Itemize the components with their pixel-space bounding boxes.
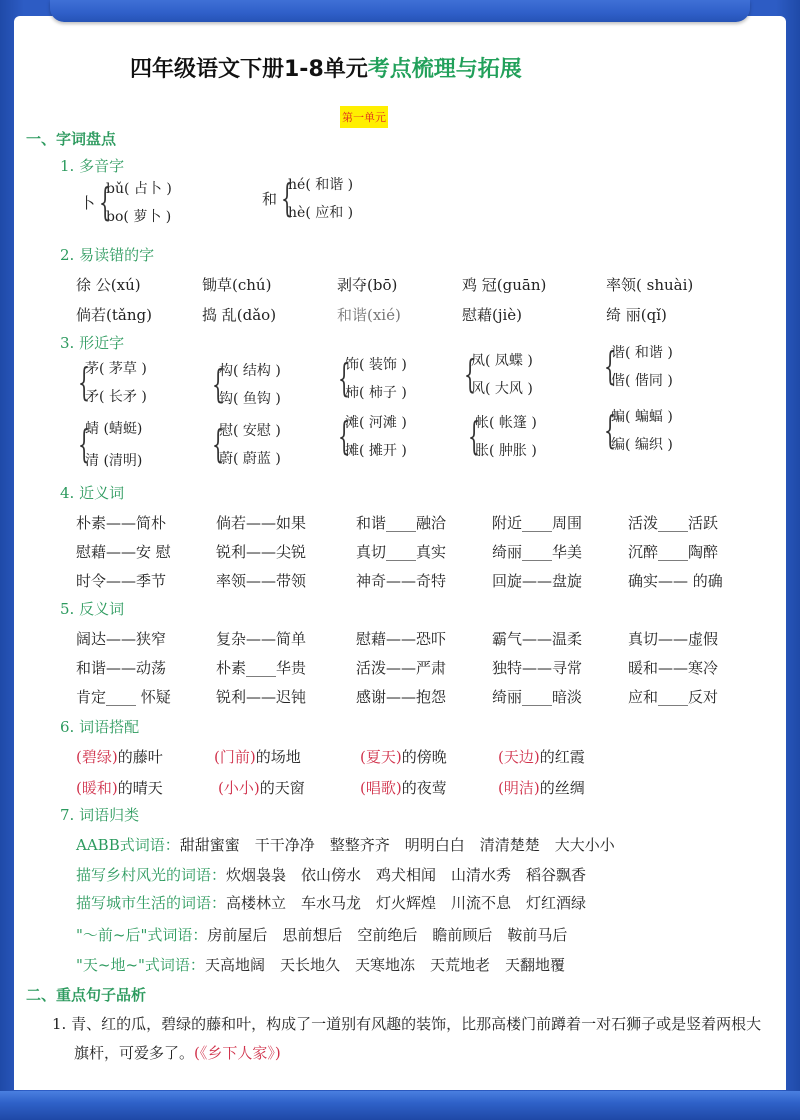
misread-item: 率领( shuài) [606,276,694,294]
misread-row [76,304,776,324]
category-words: 高楼林立 车水马龙 灯火辉煌 川流不息 灯红酒绿 [226,894,587,912]
brace-icon: { [464,352,477,396]
synonym-pair: 倘若——如果 [216,514,307,532]
misread-item: 倘若(tǎng) [76,306,152,324]
subheading-collocations: 6. 词语搭配 [60,718,140,736]
similar-char-pair [76,418,142,470]
synonym-pair: 活泼____活跃 [628,514,719,532]
similar-char: 蝙( 蝙蝠 ) [611,409,673,425]
subheading-synonyms: 4. 近义词 [60,484,125,502]
category-words: 炊烟袅袅 依山傍水 鸡犬相闻 山清水秀 稻谷飘香 [226,866,587,884]
synonym-row [76,541,776,561]
collocation-noun: 的晴天 [117,779,163,797]
title-highlight: 考点梳理与拓展 [367,57,522,82]
brace-icon: { [78,360,91,404]
brace-icon: { [99,180,112,224]
similar-char-pair [336,412,407,460]
similar-char: 清 (清明) [85,453,143,469]
collocation-item [218,777,305,798]
similar-char: 矛( 长矛 ) [85,389,147,405]
misread-item: 徐 公(xú) [76,276,141,294]
similar-char: 凤( 凤蝶 ) [471,353,533,369]
brace-icon: { [338,414,351,458]
category-label: "天~地~"式词语： [76,956,205,974]
similar-char-pair [602,406,673,454]
similar-char: 饰( 装饰 ) [345,357,407,373]
frame-top-tab [50,0,750,22]
antonym-pair: 朴素____华贵 [216,659,307,677]
antonym-pair: 阔达——狭窄 [76,630,167,648]
collocation-item [498,746,585,767]
category-words: 天高地阔 天长地久 天寒地冻 天荒地老 天翻地覆 [204,956,565,974]
antonym-row [76,657,776,677]
reading: hè( 应和 ) [288,205,354,221]
antonym-pair: 感谢——抱怨 [356,688,447,706]
reading: bo( 萝卜 ) [106,209,172,225]
collocation-answer: (碧绿) [76,748,118,766]
similar-char: 构( 结构 ) [219,363,281,379]
similar-char: 偕( 偕同 ) [611,373,673,389]
misread-item: 慰藉(jiè) [462,306,523,324]
antonym-row [76,686,776,706]
collocation-item [76,746,163,767]
category-label: 描写乡村风光的词语： [76,866,227,884]
collocation-answer: (小小) [218,779,260,797]
section-heading-sentences: 二、重点句子品析 [26,986,147,1004]
antonym-pair: 独特——寻常 [492,659,583,677]
collocation-answer: (门前) [214,748,256,766]
category-row [76,834,615,855]
category-words: 甜甜蜜蜜 干干净净 整整齐齐 明明白白 清清楚楚 大大小小 [179,836,615,854]
sentence-text: 青、红的瓜，碧绿的藤和叶，构成了一道别有风趣的装饰，比那高楼门前蹲着一对石狮子或是竖着两根大旗杆，可爱多了。 [71,1015,762,1062]
collocation-item [498,777,585,798]
collocation-item [76,777,163,798]
synonym-pair: 沉醉____陶醉 [628,543,719,561]
category-label: 描写城市生活的词语： [76,894,227,912]
misread-row [76,274,776,294]
collocation-answer: (天边) [498,748,540,766]
synonym-pair: 慰藉——安 慰 [76,543,171,561]
similar-char: 蔚( 蔚蓝 ) [219,451,281,467]
misread-item: 和谐(xié) [337,306,401,324]
synonym-pair: 时令——季节 [76,572,167,590]
unit-badge: 第一单元 [340,106,388,128]
brace-icon: { [281,176,294,220]
synonym-pair: 真切____真实 [356,543,447,561]
similar-char: 钩( 鱼钩 ) [219,391,281,407]
similar-char-pair [602,342,673,390]
brace-icon: { [604,344,617,388]
subheading-polyphonic: 1. 多音字 [60,157,125,175]
brace-icon: { [338,356,351,400]
collocation-noun: 的藤叶 [117,748,163,766]
misread-item: 绮 丽(qǐ) [606,306,667,324]
similar-char: 滩( 河滩 ) [345,415,407,431]
collocation-item [360,746,447,767]
brace-icon: { [78,422,91,466]
synonym-pair: 回旋——盘旋 [492,572,583,590]
synonym-pair: 朴素——简朴 [76,514,167,532]
synonym-row [76,570,776,590]
sentence-item [52,1010,762,1068]
polyphonic-char: 和 [262,189,278,208]
section-heading-vocab: 一、字词盘点 [26,130,117,148]
collocation-noun: 的红霞 [539,748,585,766]
antonym-pair: 复杂——简单 [216,630,307,648]
misread-item: 鸡 冠(guān) [462,276,547,294]
category-label: AABB式词语： [76,836,180,854]
collocation-noun: 的丝绸 [539,779,585,797]
collocation-answer: (夏天) [360,748,402,766]
category-row [76,864,586,885]
similar-char: 摊( 摊开 ) [345,443,407,459]
similar-char: 风( 大风 ) [471,381,533,397]
similar-char: 编( 编织 ) [611,437,673,453]
antonym-pair: 锐利——迟钝 [216,688,307,706]
similar-char-pair [76,358,147,406]
similar-char: 谐( 和谐 ) [611,345,673,361]
subheading-similar-chars: 3. 形近字 [60,334,125,352]
collocation-answer: (明洁) [498,779,540,797]
frame-bottom-bar [0,1091,800,1120]
synonym-pair: 和谐____融洽 [356,514,447,532]
antonym-pair: 肯定____ 怀疑 [76,688,171,706]
document-title [130,52,522,83]
title-main: 四年级语文下册1-8单元 [130,57,368,82]
antonym-row [76,628,776,648]
antonym-pair: 霸气——温柔 [492,630,583,648]
synonym-pair: 锐利——尖锐 [216,543,307,561]
subheading-antonyms: 5. 反义词 [60,600,125,618]
synonym-pair: 附近____周围 [492,514,583,532]
polyphonic-char: 卜 [80,193,96,212]
category-row [76,924,567,945]
collocation-noun: 的场地 [255,748,301,766]
antonym-pair: 应和____反对 [628,688,719,706]
brace-icon: { [212,422,225,466]
category-label: "～前~后"式词语： [76,926,208,944]
sentence-source: (《乡下人家》) [194,1044,281,1062]
subheading-categories: 7. 词语归类 [60,806,140,824]
subheading-misread: 2. 易读错的字 [60,246,155,264]
sentence-number: 1. [52,1015,67,1033]
collocation-noun: 的傍晚 [401,748,447,766]
polyphonic-group [262,174,353,222]
reading: hé( 和谐 ) [288,177,354,193]
collocation-row [76,746,776,766]
antonym-pair: 真切——虚假 [628,630,719,648]
collocation-noun: 的天窗 [259,779,305,797]
similar-char: 柿( 柿子 ) [345,385,407,401]
category-row [76,892,586,913]
collocation-row [76,777,776,797]
similar-char: 慰( 安慰 ) [219,423,281,439]
brace-icon: { [212,362,225,406]
antonym-pair: 活泼——严肃 [356,659,447,677]
collocation-answer: (暖和) [76,779,118,797]
category-row [76,954,565,975]
category-words: 房前屋后 思前想后 空前绝后 瞻前顾后 鞍前马后 [207,926,568,944]
similar-char-pair [336,354,407,402]
reading: bǔ( 占卜 ) [106,181,172,197]
synonym-pair: 绮丽____华美 [492,543,583,561]
misread-item: 捣 乱(dǎo) [202,306,277,324]
antonym-pair: 绮丽____暗淡 [492,688,583,706]
similar-char: 茅( 茅草 ) [85,361,147,377]
collocation-item [214,746,301,767]
brace-icon: { [468,414,481,458]
similar-char-pair [210,360,281,408]
synonym-row [76,512,776,532]
polyphonic-group [80,178,172,226]
similar-char: 胀( 肿胀 ) [475,443,537,459]
synonym-pair: 率领——带领 [216,572,307,590]
synonym-pair: 神奇——奇特 [356,572,447,590]
antonym-pair: 和谐——动荡 [76,659,167,677]
antonym-pair: 暖和——寒冷 [628,659,719,677]
similar-char-pair [466,412,537,460]
similar-char-pair [462,350,533,398]
brace-icon: { [604,408,617,452]
similar-char: 蜻 (蜻蜓) [85,421,143,437]
similar-char-pair [210,420,281,468]
misread-item: 锄草(chú) [202,276,272,294]
similar-char: 帐( 帐篷 ) [475,415,537,431]
collocation-noun: 的夜莺 [401,779,447,797]
antonym-pair: 慰藉——恐吓 [356,630,447,648]
misread-item: 剥夺(bō) [337,276,398,294]
synonym-pair: 确实—— 的确 [628,572,723,590]
collocation-item [360,777,447,798]
collocation-answer: (唱歌) [360,779,402,797]
